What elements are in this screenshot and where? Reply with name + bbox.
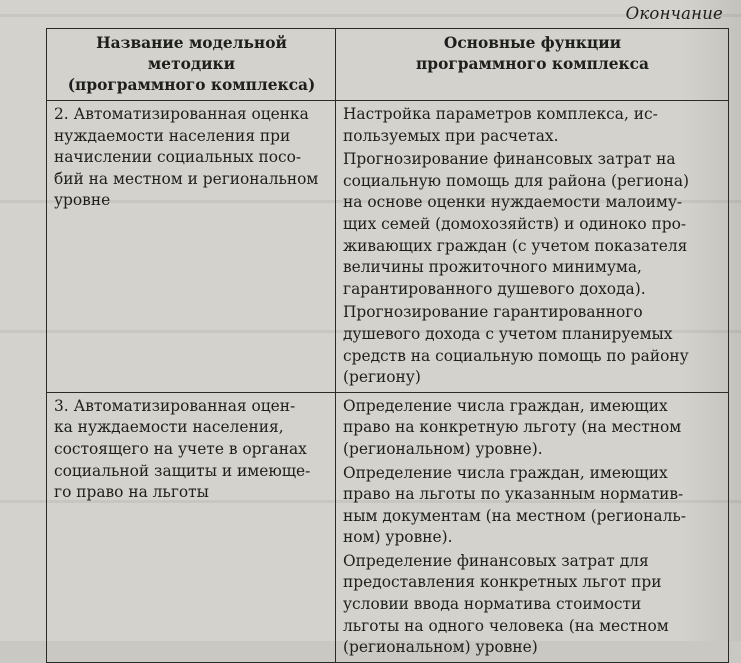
text-line: на основе оценки нуждаемости малоиму-	[343, 193, 683, 212]
text-line: душевого дохода с учетом планируемых	[343, 324, 673, 343]
text-line: начислении социальных посо-	[54, 148, 302, 167]
text-line: гарантированного душевого дохода).	[343, 279, 646, 298]
text-line: (региональном) уровне).	[343, 439, 543, 458]
header-line: (программного комплекса)	[67, 76, 316, 94]
header-line: Основные функции	[443, 34, 622, 52]
method-name-cell	[47, 392, 336, 662]
text-line: бий на местном и региональном	[54, 169, 319, 188]
text-line: (региональном) уровне)	[343, 638, 538, 657]
text-line: социальную помощь для района (региона)	[343, 171, 690, 190]
header-line: программного комплекса	[416, 55, 649, 73]
table-row	[47, 392, 729, 662]
text-line: Прогнозирование гарантированного	[343, 303, 643, 322]
text-line: Прогнозирование финансовых затрат на	[343, 150, 676, 169]
text-line: ном) уровне).	[343, 528, 453, 547]
text-line: предоставления конкретных льгот при	[343, 573, 662, 592]
text-line: состоящего на учете в органах	[54, 439, 307, 458]
method-name-cell	[47, 101, 336, 393]
functions-cell	[336, 392, 729, 662]
function-paragraph	[343, 302, 722, 388]
text-line: щих семей (домохозяйств) и одиноко про-	[343, 214, 687, 233]
function-paragraph	[343, 149, 722, 300]
text-line: (региону)	[343, 368, 421, 387]
text-line: живающих граждан (с учетом показателя	[343, 236, 688, 255]
text-line: 2. Автоматизированная оценка	[54, 105, 309, 123]
functions-cell	[336, 101, 729, 393]
text-line: Определение финансовых затрат для	[343, 551, 649, 570]
text-line: Настройка параметров комплекса, ис-	[343, 105, 658, 123]
text-line: право на конкретную льготу (на местном	[343, 418, 682, 437]
text-line: Определение числа граждан, имеющих	[343, 463, 668, 482]
text-line: ным документам (на местном (региональ-	[343, 506, 686, 525]
header-method-name	[47, 29, 336, 101]
text-line: уровне	[54, 191, 111, 210]
table-header-row	[47, 29, 729, 101]
text-line: 3. Автоматизированная оцен-	[54, 396, 296, 415]
function-paragraph	[343, 463, 722, 549]
text-line: нуждаемости населения при	[54, 126, 291, 145]
text-line: ка нуждаемости населения,	[54, 418, 284, 437]
function-paragraph	[343, 104, 722, 147]
text-line: льготы на одного человека (на местном	[343, 616, 669, 635]
text-line: Определение числа граждан, имеющих	[343, 396, 668, 415]
table-continuation-caption: Окончание	[625, 4, 723, 23]
text-line: право на льготы по указанным норматив-	[343, 485, 684, 504]
text-line: условии ввода норматива стоимости	[343, 595, 642, 614]
header-main-functions	[336, 29, 729, 101]
text-line: пользуемых при расчетах.	[343, 126, 559, 145]
text-line: средств на социальную помощь по району	[343, 346, 689, 365]
function-paragraph	[343, 551, 722, 659]
text-line: величины прожиточного минимума,	[343, 258, 642, 277]
text-line: го право на льготы	[54, 483, 209, 502]
table-row	[47, 101, 729, 393]
function-paragraph	[343, 396, 722, 461]
header-line: Название модельной методики	[96, 34, 287, 73]
text-line: социальной защиты и имеюще-	[54, 461, 311, 480]
methods-table	[46, 28, 729, 663]
